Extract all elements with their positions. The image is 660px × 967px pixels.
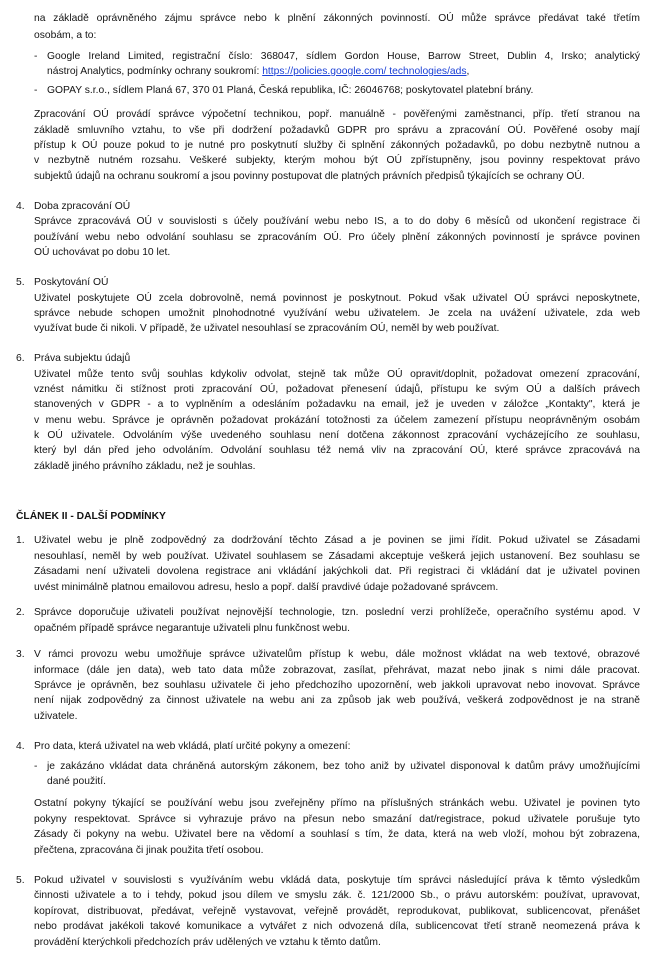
item-line: kopírovat, distribuovat, předávat, veřejně vystavovat, veřejně provádět, reprodukovat, publikovat, sublicencovat, přenášet [34,906,640,917]
item-line: používání webu nebo odvolání souhlasu se zpracováním OÚ. Pro účely plnění zákonných povinností je správce povinen [34,232,640,243]
item-line: přečtena, zpracována či jinak použita třetí osobou. [34,845,264,856]
item-line: OÚ uchovávat po dobu 10 let. [34,247,171,258]
item-number: 4. [16,201,25,212]
item-line: Správce zpracovává OÚ v souvislosti s účely používání webu nebo IS, a to do doby 6 měsíců od ukončení registrace či [34,216,640,227]
text-span: nástroj Analytics, podmínky ochrany soukromí: [47,66,263,77]
processing-line: přístup k OÚ pouze pokud to je nutné pro poskytnutí služby či splnění zákonných požadavků, po dobu nezbytně nutnou a [34,140,640,151]
item-line: nesouhlasí, neměl by web používat. Uživatel souhlasem se Zásadami akceptuje veškerá jejich ustanovení. Bez souhlasu se [34,551,640,562]
item-number: 2. [16,607,25,618]
item-line: opačném případě správce negarantuje uživateli plnu funkčnost webu. [34,623,350,634]
item-line: Správce je oprávněn, bez souhlasu uživatele či jeho předchozího upozornění, web jakkoli upravovat nebo inovovat. Správce [34,680,640,691]
item-number: 3. [16,649,25,660]
item-line: Uživatel webu je plně zodpovědný za dodržování těchto Zásad a je povinen se jimi řídit. Pokud uživatel se Zásadami [34,535,640,546]
item-title: Poskytování OÚ [34,277,109,288]
item-line: k OÚ uživatele. Odvoláním výše uvedeného souhlasu není dotčena zákonnost zpracování vycházejícího ze souhlasu, [34,430,640,441]
recipient-google-line: Google Ireland Limited, registrační číslo: 368047, sídlem Gordon House, Barrow Street, Dublin 4, Irsko; analytický [47,51,640,62]
item-line: Ostatní pokyny týkající se používání webu jsou zveřejněny přímo na příslušných stránkách webu. Uživatel je povinen tyto [34,798,640,809]
item-number: 1. [16,535,25,546]
item-line: nebo prodávat jakékoli takové komunikace a vytvářet z nich odvozená díla, sublicencovat třetí straně neomezená práva k [34,921,640,932]
item-line: správce nebude schopen umožnit plnohodnotné využívání webu uživatelem. Je zcela na uvážení uživatele, zda web [34,308,640,319]
item-line: pokyny respektovat. Správce si vyhrazuje právo na přesun nebo smazání dat/registrace, pokud uživatele porušuje tyto [34,814,640,825]
item-line: není nijak zodpovědný za činnost uživatele na webu ani za způsob jak web používá, veškerá zodpovědnost je na straně [34,695,640,706]
text-span: , [466,66,470,77]
item-number: 5. [16,277,25,288]
item-number: 4. [16,741,25,752]
recipient-gopay-line: GOPAY s.r.o., sídlem Planá 67, 370 01 Planá, Česká republika, IČ: 26046768; poskytovatel platební brány. [47,85,534,96]
item-line: využívat bude či nikoli. V případě, že uživatel nesouhlasí se zpracováním OÚ, neměl by web používat. [34,323,500,334]
processing-line: základě smluvního vztahu, to vše při dodržení požadavků GDPR pro správu a zpracování OÚ. Pověřené osoby mají [34,125,640,136]
article-heading: ČLÁNEK II - DALŠÍ PODMÍNKY [16,511,166,522]
item-number: 5. [16,875,25,886]
item-number: 6. [16,353,25,364]
item-title: Práva subjektu údajů [34,353,131,364]
bullet-dash: - [34,761,38,772]
item-line: základě jiného právního základu, než je souhlas. [34,461,256,472]
processing-line: Zpracování OÚ provádí správce výpočetní technikou, popř. manuálně - pověřenými zaměstnanci, příp. třetí stranou na [34,109,640,120]
processing-line: subjektů údajů na ochranu soukromí a jsou povinny postupovat dle platných právních předpisů týkajících se ochrany OÚ. [34,171,585,182]
intro-line: osobám, a to: [34,30,97,41]
item-bullet-line: dané použití. [47,776,106,787]
item-line: Zásadami není uživateli dovolena registrace ani vkládání jakýchkoli dat. Při registraci či vkládání dat je uživatel povinen [34,566,640,577]
item-line: provádění kterýchkoli předchozích práv udělených ve vztahu k těmto datům. [34,937,381,948]
item-line: uživatele. [34,711,78,722]
bullet-dash: - [34,85,38,96]
item-line: vznést námitku či stížnost proti zpracování OÚ, požadovat přenesení údajů, přístupu ke svým OÚ a dalších právech [34,384,640,395]
item-line: V rámci provozu webu umožňuje správce uživatelům přístup k webu, dále možnost vkládat na web textové, obrazové [34,649,640,660]
item-line: informace (dále jen data), web tato data může zobrazovat, zasílat, přehrávat, mazat nebo jinak s nimi dále pracovat. [34,665,640,676]
item-bullet-line: je zakázáno vkládat data chráněná autorským zákonem, bez toho aniž by uživatel disponoval k datům právy umožňujícími [47,761,640,772]
item-title: Doba zpracování OÚ [34,201,131,212]
item-line: v menu webu. Správce je oprávněn požadovat prokázání totožnosti za účelem zamezení přístupu neoprávněným osobám [34,415,640,426]
item-line: Uživatel může tento svůj souhlas kdykoliv odvolat, stejně tak může OÚ opravit/doplnit, požadovat omezení zpracování, [34,369,640,380]
recipient-google-line-2 [47,65,469,78]
item-line: Zásady či pokyny na webu. Uživatel bere na vědomí a souhlasí s tím, že data, která na web vloží, mohou být zobrazena, [34,829,640,840]
item-line: Správce doporučuje uživateli používat nejnovější technologie, tzn. poslední verzi prohlížeče, operačního systému apod. V [34,607,640,618]
item-line: uvést minimálně platnou emailovou adresu, heslo a popř. další pravdivé údaje požadované správcem. [34,582,499,593]
item-line: stanovených v GDPR - a to vyplněním a odesláním požadavku na email, jež je uveden v záložce „Kontakty", která je [34,399,640,410]
intro-line: na základě oprávněného zájmu správce nebo k plnění zákonných povinností. OÚ může správce předávat také třetím [34,13,640,24]
item-line: činnosti uživatele a to i tehdy, pokud jsou dílem ve smyslu zák. č. 121/2000 Sb., o právu autorském: používat, upravovat, [34,890,640,901]
google-policy-link[interactable]: https://policies.google.com/ technologies/ads [262,66,467,77]
item-line: Pokud uživatel v souvislosti s využíváním webu vkládá data, poskytuje tím správci následující práva k těmto výsledkům [34,875,640,886]
item-line: který byl dán před jeho odvoláním. Odvolání souhlasu též nemá vliv na zpracování OÚ, které správce zpracovává na [34,445,640,456]
bullet-dash: - [34,51,38,62]
item-lead: Pro data, která uživatel na web vkládá, platí určité pokyny a omezení: [34,741,351,752]
processing-line: v nezbytně nutném rozsahu. Veškeré subjekty, kterým mohou být OÚ zpřístupněny, jsou povinny respektovat právo [34,155,640,166]
item-line: Uživatel poskytujete OÚ zcela dobrovolně, nemá povinnost je poskytnout. Pokud však uživatel OÚ správci neposkytnete, [34,293,640,304]
